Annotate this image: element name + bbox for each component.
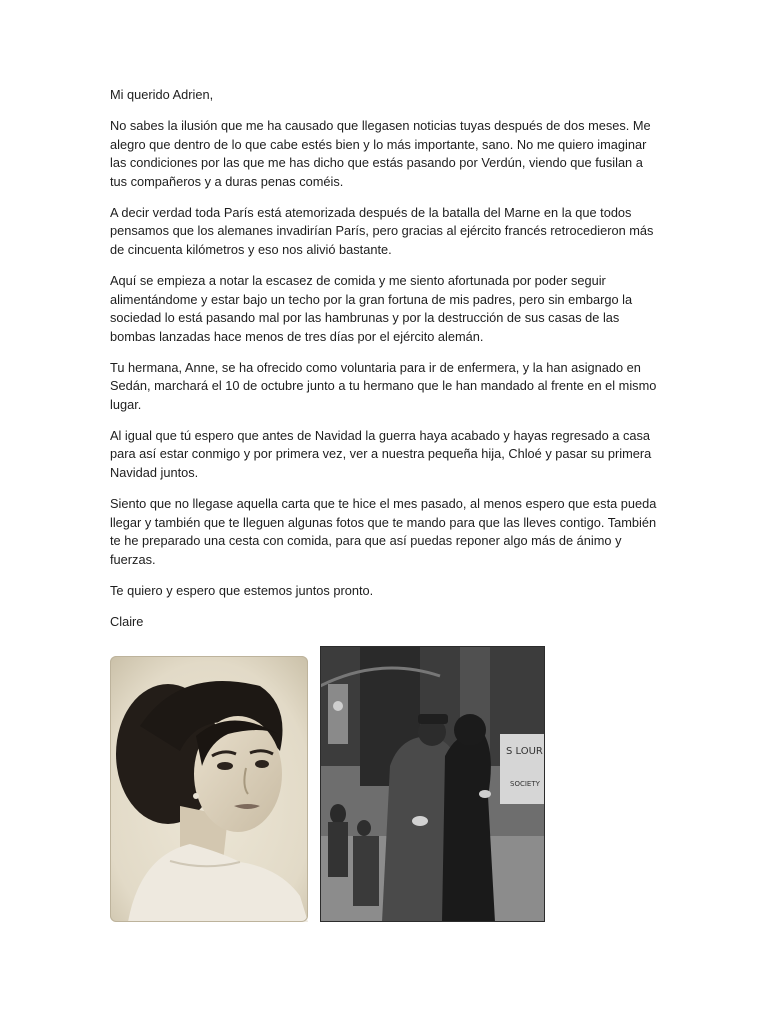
letter-paragraph: Tu hermana, Anne, se ha ofrecido como voluntaria para ir de enfermera, y la han asignado en Sedán, marchará el 10 de octubre junto a tu hermano que le han mandado al frente en el mismo lugar. (110, 359, 657, 412)
letter-paragraph: Siento que no llegase aquella carta que te hice el mes pasado, al menos espero que esta pueda llegar y también que te lleguen algunas fotos que te mando para que las lleves contigo. También te he preparado una cesta con comida, para que así puedas reponer algo más de ánimo y fuerzas. (110, 496, 657, 567)
portrait-photo (110, 656, 308, 922)
station-sign-text: S LOUR (506, 746, 543, 757)
letter-greeting: Mi querido Adrien, (110, 87, 214, 102)
letter-paragraph: No sabes la ilusión que me ha causado que llegasen noticias tuyas después de dos meses. Me alegro que dentro de lo que cabe estés bien y lo más importante, sano. No me quiero imaginar las condiciones por las que me has dicho que estás pasando por Verdún, viendo que fusilan a tus compañeros y a duras penas coméis. (110, 117, 651, 189)
letter-body (110, 86, 658, 644)
letter-signature: Claire (110, 613, 144, 629)
embrace-photo (320, 646, 545, 922)
letter-paragraph: A decir verdad toda París está atemorizada después de la batalla del Marne en la que todos pensamos que los alemanes invadirían París, pero gracias al ejército francés retrocedieron más de cincuenta kilómetros y eso nos alivió bastante. (110, 204, 654, 257)
letter-paragraph: Al igual que tú espero que antes de Navidad la guerra haya acabado y hayas regresado a casa para así estar conmigo y por primera vez, ver a nuestra pequeña hija, Chloé y pasar su primera Navidad juntos. (110, 427, 652, 481)
letter-paragraph: Aquí se empieza a notar la escasez de comida y me siento afortunada por poder seguir alimentándome y estar bajo un techo por la gran fortuna de mis padres, pero sin embargo la sociedad lo está pasando mal por las hambrunas y por la destrucción de sus casas de las bombas lanzadas hace menos de tres días por el ejército alemán. (110, 272, 633, 344)
station-sign-text: SOCIETY (510, 780, 540, 788)
letter-paragraph: Te quiero y espero que estemos juntos pronto. (110, 582, 374, 598)
